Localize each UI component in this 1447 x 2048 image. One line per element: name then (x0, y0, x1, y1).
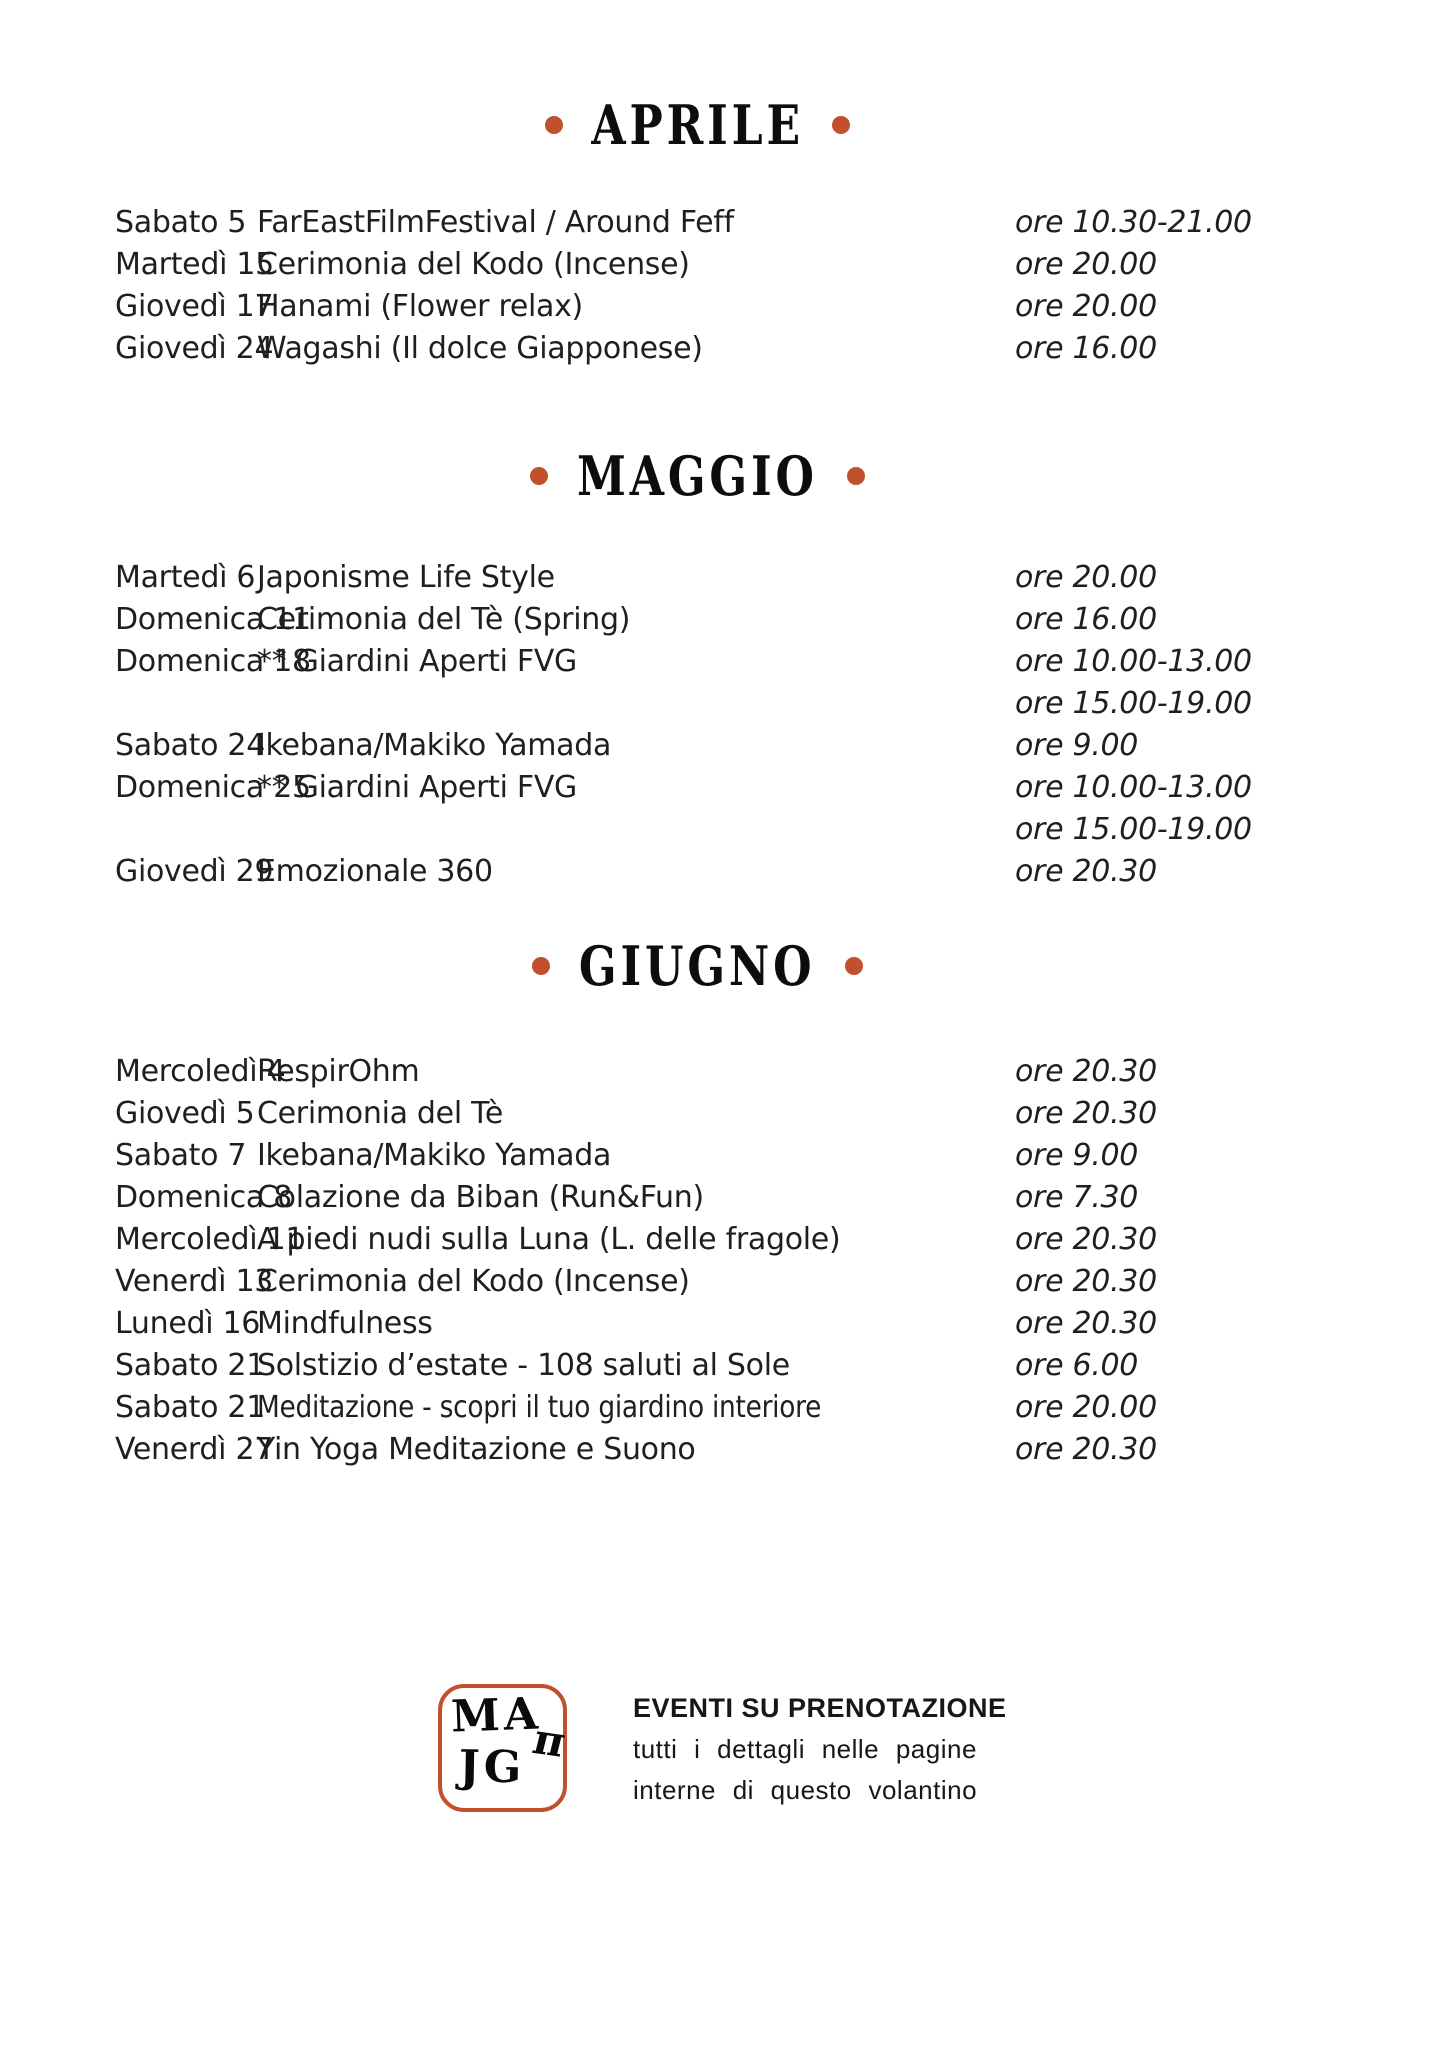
event-day: Sabato 5 (115, 205, 247, 240)
event-time (1015, 1303, 1280, 1345)
event-row (115, 557, 1280, 599)
logo-line-2: JG (458, 1741, 526, 1794)
month-section-giugno (115, 933, 1280, 1471)
event-row (115, 1387, 1280, 1429)
event-time (1015, 286, 1280, 328)
event-time-line: ore 20.30 (1015, 1432, 1157, 1467)
month-title: GIUGNO (579, 934, 816, 998)
event-time (1015, 851, 1280, 893)
event-day: Sabato 24 (115, 728, 265, 763)
event-title: Solstizio d’estate - 108 saluti al Sole (257, 1348, 790, 1383)
booking-note (633, 1693, 1053, 1806)
event-title: FarEastFilmFestival / Around Feff (257, 205, 734, 240)
event-rows (115, 1051, 1280, 1471)
event-row (115, 1303, 1280, 1345)
event-time (1015, 244, 1280, 286)
majg-logo (438, 1684, 571, 1812)
event-row (115, 767, 1280, 851)
booking-note-line-1: tutti i dettagli nelle pagine (633, 1734, 977, 1764)
event-row (115, 1093, 1280, 1135)
event-row (115, 599, 1280, 641)
event-title: RespirOhm (257, 1054, 420, 1089)
event-day: Domenica 8 (115, 1180, 292, 1215)
event-time (1015, 557, 1280, 599)
event-time (1015, 1051, 1280, 1093)
event-title: Japonisme Life Style (257, 560, 555, 595)
event-day: Giovedì 5 (115, 1096, 255, 1131)
event-time (1015, 599, 1280, 641)
event-title: Emozionale 360 (257, 854, 493, 889)
event-day: Sabato 21 (115, 1390, 265, 1425)
event-row (115, 851, 1280, 893)
event-row (115, 202, 1280, 244)
event-title: Meditazione - scopri il tuo giardino interiore (257, 1390, 822, 1425)
event-time-line: ore 6.00 (1015, 1348, 1139, 1383)
event-rows (115, 202, 1280, 370)
accent-dot-icon (832, 116, 850, 134)
event-time (1015, 767, 1280, 851)
event-time (1015, 1387, 1280, 1429)
event-time-line: ore 15.00-19.00 (1015, 686, 1252, 721)
event-title: Yin Yoga Meditazione e Suono (257, 1432, 696, 1467)
event-title: A piedi nudi sulla Luna (L. delle fragole) (257, 1222, 841, 1257)
event-time (1015, 1135, 1280, 1177)
event-day: Venerdì 27 (115, 1432, 274, 1467)
event-time (1015, 725, 1280, 767)
month-header (115, 443, 1280, 509)
event-title: Cerimonia del Kodo (Incense) (257, 1264, 690, 1299)
event-row (115, 328, 1280, 370)
event-time-line: ore 20.30 (1015, 1222, 1157, 1257)
event-row (115, 1345, 1280, 1387)
event-time (1015, 1429, 1280, 1471)
accent-dot-icon (530, 467, 548, 485)
event-day: Domenica 11 (115, 602, 311, 637)
event-day: Sabato 7 (115, 1138, 247, 1173)
event-day: Domenica 25 (115, 770, 311, 805)
month-title: MAGGIO (577, 444, 818, 508)
event-row (115, 1261, 1280, 1303)
event-time-line: ore 10.00-13.00 (1015, 770, 1252, 805)
event-time-line: ore 16.00 (1015, 331, 1157, 366)
event-time-line: ore 20.30 (1015, 1054, 1157, 1089)
event-day: Mercoledì 11 (115, 1222, 305, 1257)
accent-dot-icon (532, 957, 550, 975)
event-time-line: ore 20.30 (1015, 1306, 1157, 1341)
event-day: Martedì 6 (115, 560, 256, 595)
event-title: Ikebana/Makiko Yamada (257, 1138, 612, 1173)
event-day: Giovedì 24 (115, 331, 274, 366)
event-row (115, 1429, 1280, 1471)
event-time (1015, 1093, 1280, 1135)
event-row (115, 244, 1280, 286)
majg-logo-letters (450, 1688, 544, 1795)
event-time-line: ore 9.00 (1015, 728, 1139, 763)
event-time (1015, 1345, 1280, 1387)
event-time-line: ore 20.00 (1015, 289, 1157, 324)
logo-line-1: MA (450, 1688, 543, 1743)
event-day: Giovedì 29 (115, 854, 274, 889)
booking-note-title: EVENTI SU PRENOTAZIONE (633, 1693, 1007, 1723)
booking-note-line-2: interne di questo volantino (633, 1775, 978, 1805)
event-time-line: ore 15.00-19.00 (1015, 812, 1252, 847)
accent-dot-icon (545, 116, 563, 134)
event-day: Giovedì 17 (115, 289, 274, 324)
event-time-line: ore 20.30 (1015, 854, 1157, 889)
event-title: Cerimonia del Kodo (Incense) (257, 247, 690, 282)
event-row (115, 725, 1280, 767)
event-time-line: ore 7.30 (1015, 1180, 1139, 1215)
event-day: Mercoledì 4 (115, 1054, 286, 1089)
event-title: Mindfulness (257, 1306, 433, 1341)
event-title: Colazione da Biban (Run&Fun) (257, 1180, 704, 1215)
event-row (115, 641, 1280, 725)
event-time-line: ore 10.00-13.00 (1015, 644, 1252, 679)
month-section-maggio (115, 443, 1280, 893)
event-time (1015, 1177, 1280, 1219)
accent-dot-icon (847, 467, 865, 485)
event-day: Lunedì 16 (115, 1306, 261, 1341)
event-time (1015, 641, 1280, 725)
event-time-line: ore 20.30 (1015, 1096, 1157, 1131)
event-row (115, 1177, 1280, 1219)
event-title: Cerimonia del Tè (257, 1096, 504, 1131)
month-title: APRILE (591, 93, 804, 157)
event-day: Venerdì 13 (115, 1264, 274, 1299)
event-day: Domenica 18 (115, 644, 311, 679)
event-row (115, 1219, 1280, 1261)
event-time-line: ore 16.00 (1015, 602, 1157, 637)
event-time (1015, 1261, 1280, 1303)
event-time-line: ore 10.30-21.00 (1015, 205, 1252, 240)
event-title: ** Giardini Aperti FVG (257, 770, 577, 805)
event-time-line: ore 20.00 (1015, 560, 1157, 595)
event-day: Martedì 15 (115, 247, 274, 282)
event-time-line: ore 20.30 (1015, 1264, 1157, 1299)
event-row (115, 286, 1280, 328)
event-row (115, 1051, 1280, 1093)
event-title: ** Giardini Aperti FVG (257, 644, 577, 679)
event-day: Sabato 21 (115, 1348, 265, 1383)
event-title: Wagashi (Il dolce Giapponese) (257, 331, 703, 366)
event-time (1015, 1219, 1280, 1261)
accent-dot-icon (845, 957, 863, 975)
bamboo-mark-icon: π (528, 1714, 571, 1767)
month-section-aprile (115, 92, 1280, 370)
event-time (1015, 202, 1280, 244)
event-time-line: ore 20.00 (1015, 247, 1157, 282)
event-row (115, 1135, 1280, 1177)
event-rows (115, 557, 1280, 893)
event-time-line: ore 20.00 (1015, 1390, 1157, 1425)
month-header (115, 933, 1280, 999)
event-time (1015, 328, 1280, 370)
event-title: Hanami (Flower relax) (257, 289, 583, 324)
month-header (115, 92, 1280, 158)
event-title: Cerimonia del Tè (Spring) (257, 602, 631, 637)
event-time-line: ore 9.00 (1015, 1138, 1139, 1173)
event-title: Ikebana/Makiko Yamada (257, 728, 612, 763)
